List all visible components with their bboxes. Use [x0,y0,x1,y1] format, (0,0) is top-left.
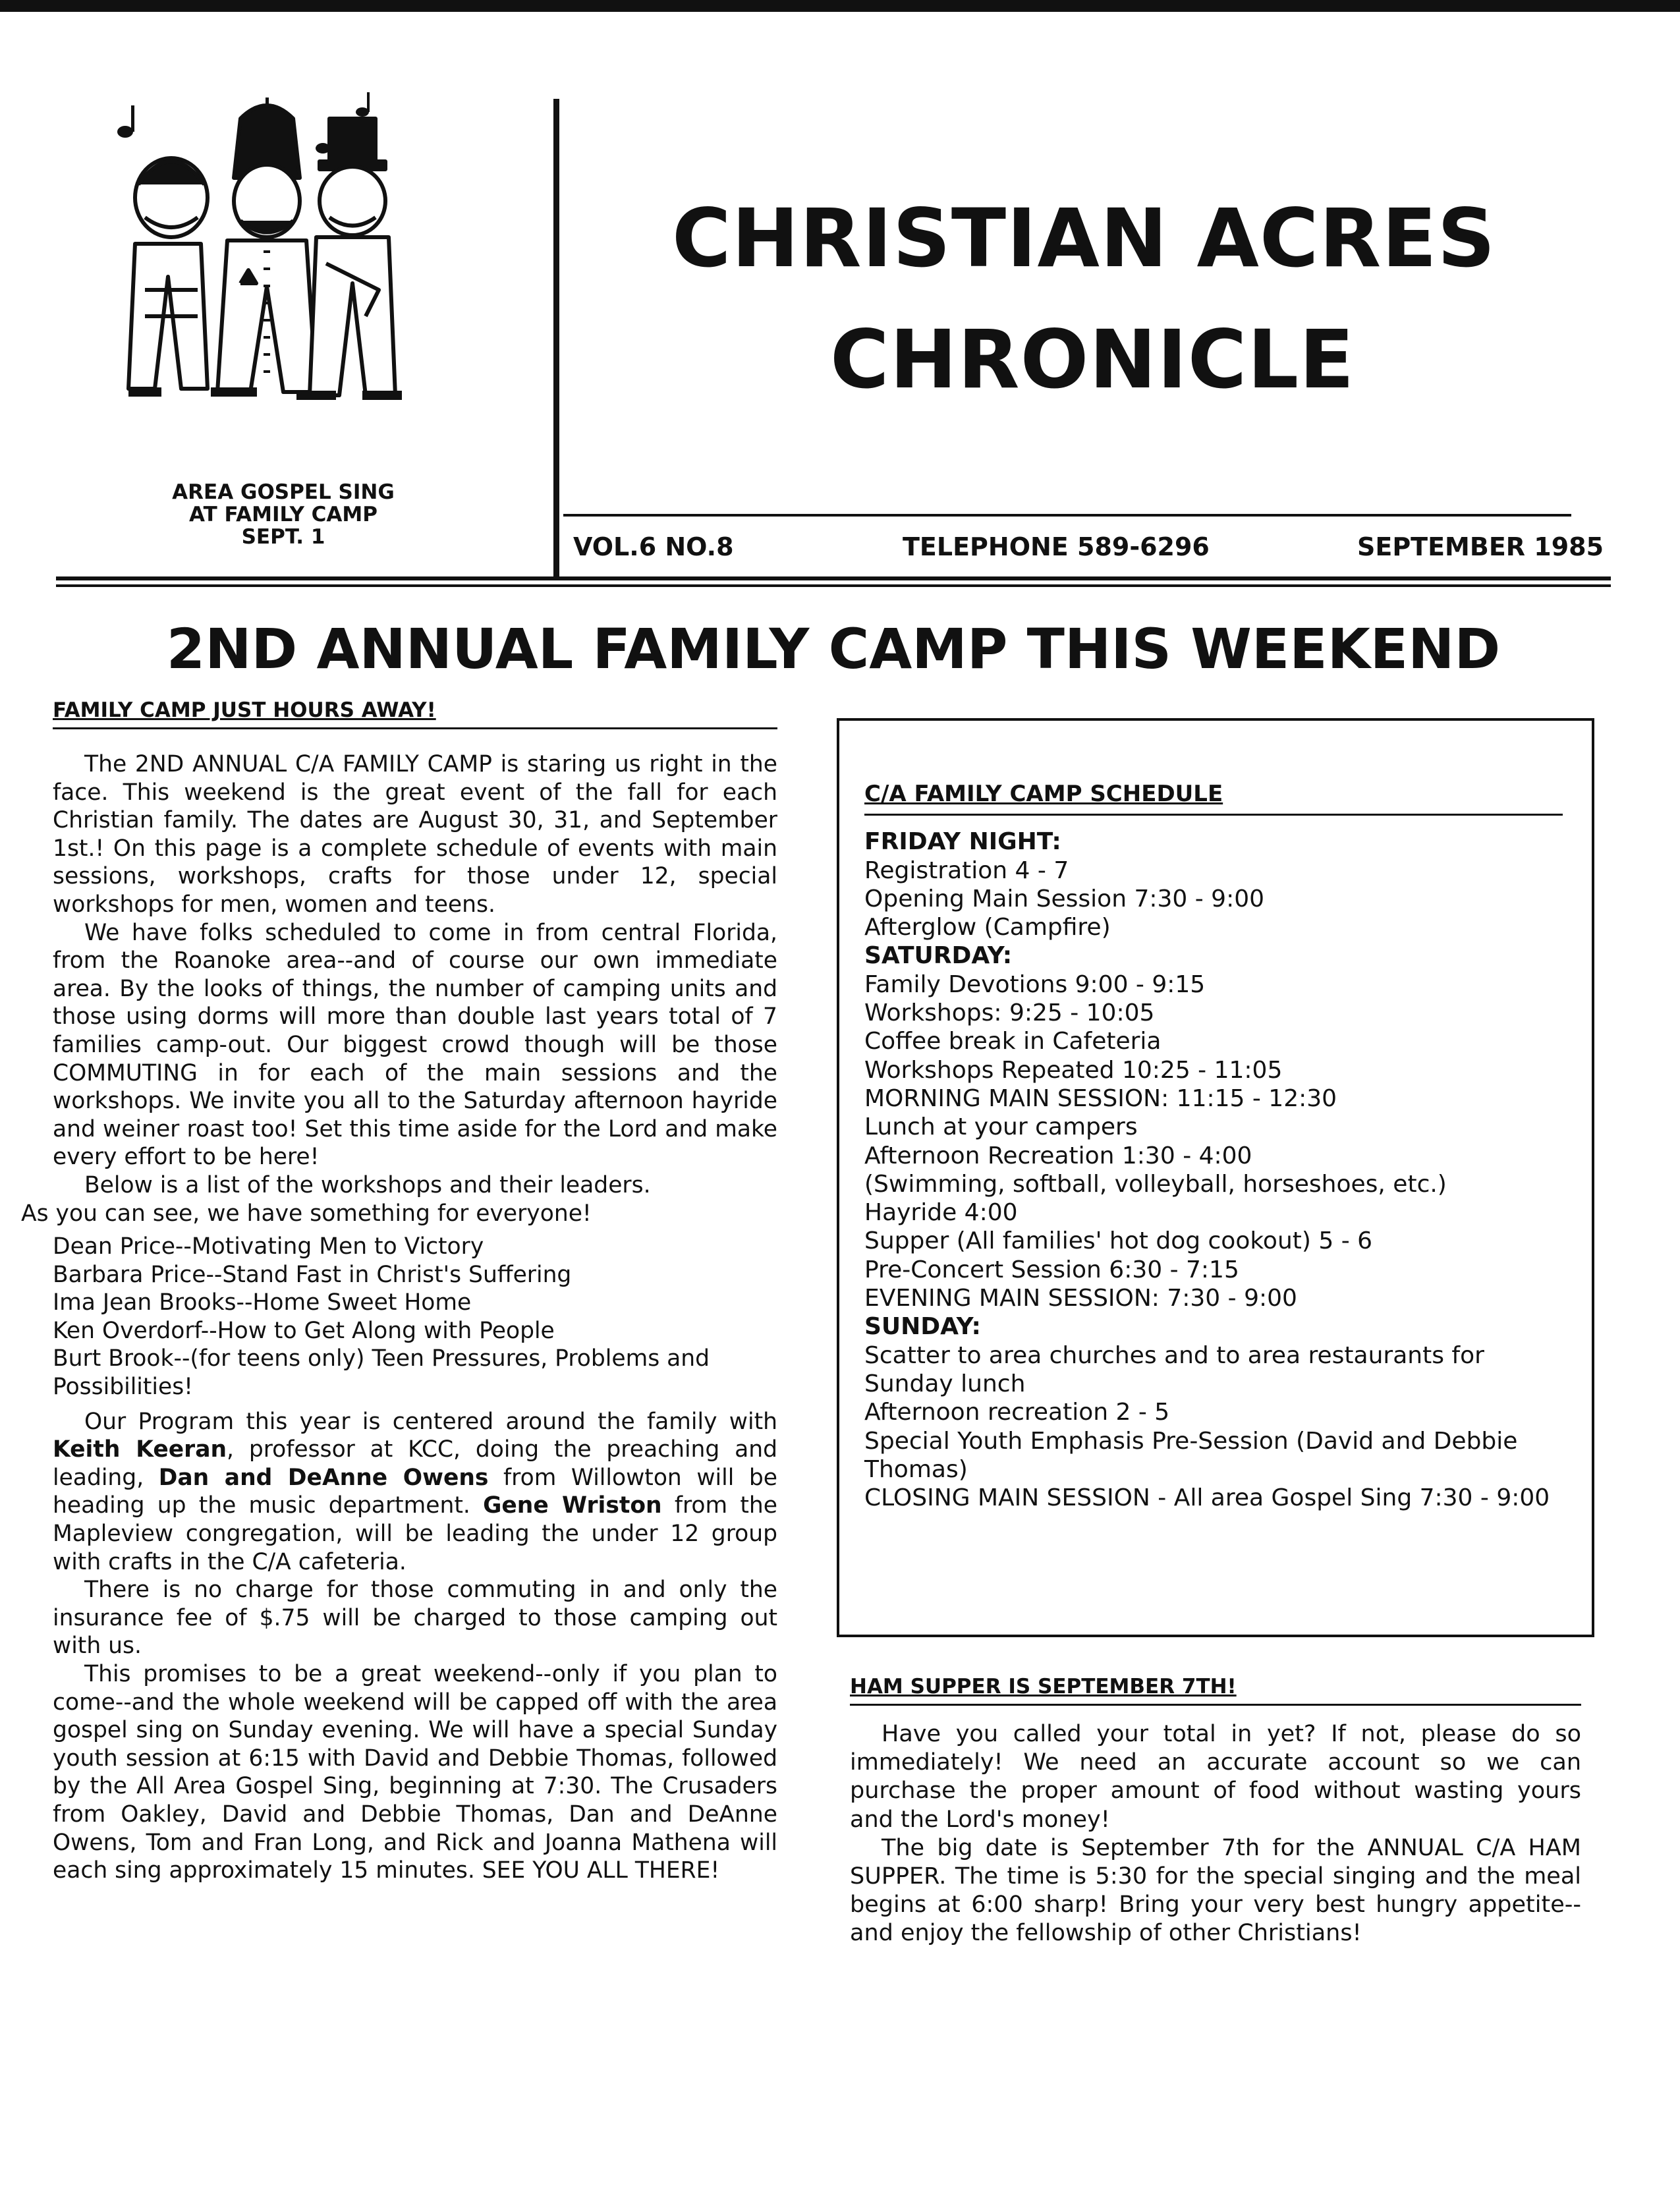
list-item: Pre-Concert Session 6:30 - 7:15 [864,1256,1239,1283]
gospel-sing-caption [132,481,435,548]
text-run: from Willowton will be heading up the music department. [53,1464,777,1519]
sunday-label: SUNDAY: [864,1313,981,1341]
list-item: Lunch at your campers [864,1113,1138,1141]
list-item: Registration 4 - 7 [864,856,1069,884]
sing-line-2: AT FAMILY CAMP [189,503,378,526]
ham-supper-body [850,1720,1581,1948]
newsletter-title [672,178,1594,420]
list-item: Workshops Repeated 10:25 - 11:05 [864,1056,1283,1084]
list-item: Coffee break in Cafeteria [864,1028,1162,1055]
schedule-content [864,780,1563,1512]
article-paragraph [53,1408,777,1577]
list-item: Dean Price--Motivating Men to Victory [53,1233,484,1260]
list-item: Barbara Price--Stand Fast in Christ's Suffering [53,1261,572,1288]
title-line-1: CHRISTIAN ACRES [672,192,1496,285]
gospel-singers-cartoon-icon [99,92,441,461]
masthead-divider [553,99,559,580]
top-border [0,0,1680,12]
list-item: (Swimming, softball, volleyball, horseshoes, etc.) [864,1170,1447,1198]
list-item: Afternoon Recreation 1:30 - 4:00 [864,1142,1252,1169]
list-item: EVENING MAIN SESSION: 7:30 - 9:00 [864,1285,1297,1312]
article-paragraph: There is no charge for those commuting in and only the insurance fee of $.75 will be charged to those camping out with us. [53,1577,777,1660]
list-item: Hayride 4:00 [864,1199,1018,1227]
friday-label: FRIDAY NIGHT: [864,828,1061,856]
masthead-rule [56,576,1611,580]
text-run: Our Program this year is centered around the family with [84,1408,777,1435]
main-headline: 2ND ANNUAL FAMILY CAMP THIS WEEKEND [166,617,1501,681]
volume-number: VOL.6 NO.8 [573,532,734,561]
article-paragraph: We have folks scheduled to come in from central Florida, from the Roanoke area--and of course our own immediate area. By the looks of things, the number of camping units and those using dorms will more than double last years total of 7 families camp-out. Our biggest crowd though will be those COMMUTING in for each of the main sessions and the workshops. We invite you all to the Saturday afternoon hayride and weiner roast too! Set this time aside for the Lord and make every effort to be here! [53,919,777,1171]
article-body [21,750,777,1885]
crafts-leader-name: Gene Wriston [483,1492,662,1519]
list-item: Ken Overdorf--How to Get Along with People [53,1317,555,1344]
issue-info-bar [573,532,1604,565]
issue-date: SEPTEMBER 1985 [1357,532,1604,561]
ham-supper-heading: HAM SUPPER IS SEPTEMBER 7TH! [850,1675,1581,1706]
schedule-heading: C/A FAMILY CAMP SCHEDULE [864,780,1563,816]
list-item: Afternoon recreation 2 - 5 [864,1399,1170,1426]
article-heading: FAMILY CAMP JUST HOURS AWAY! [53,698,777,729]
music-leaders-name: Dan and DeAnne Owens [158,1464,489,1491]
list-item: MORNING MAIN SESSION: 11:15 - 12:30 [864,1084,1337,1112]
list-item: Afterglow (Campfire) [864,914,1111,941]
text-run: from the Mapleview congregation, will be leading the under 12 group with crafts in the C/A cafeteria. [53,1492,777,1575]
list-item: Ima Jean Brooks--Home Sweet Home [53,1289,472,1316]
workshop-intro: Below is a list of the workshops and their leaders. [84,1171,651,1198]
title-line-2: CHRONICLE [830,313,1355,407]
article-paragraph: Have you called your total in yet? If not, please do so immediately! We need an accurate account so we can purchase the proper amount of food without wasting yours and the Lord's money! [850,1721,1581,1833]
article-paragraph: The 2ND ANNUAL C/A FAMILY CAMP is staring us right in the face. This weekend is the great event of the fall for each Christian family. The dates are August 30, 31, and September 1st.! On this page is a complete schedule of events with main sessions, workshops, crafts for those under 12, special workshops for men, women and teens. [53,751,777,918]
article-paragraph [21,1171,777,1227]
sing-line-1: AREA GOSPEL SING [172,480,395,504]
text-run: , professor at KCC, doing the preaching and leading, [53,1436,777,1491]
article-paragraph: This promises to be a great weekend--only if you plan to come--and the whole weekend will be capped off with the area gospel sing on Sunday evening. We will have a special Sunday youth session at 6:15 with David and Debbie Thomas, followed by the All Area Gospel Sing, beginning at 7:30. The Crusaders from Oakley, David and Debbie Thomas, Dan and DeAnne Owens, Tom and Fran Long, and Rick and Joanna Mathena will each sing approximately 15 minutes. SEE YOU ALL THERE! [53,1661,777,1884]
workshop-intro-2: As you can see, we have something for everyone! [21,1200,592,1227]
sing-line-3: SEPT. 1 [241,525,325,549]
list-item: Burt Brook--(for teens only) Teen Pressures, Problems and Possibilities! [53,1345,710,1401]
masthead-rule-2 [56,584,1611,587]
workshop-list [53,1233,777,1401]
speaker-name: Keith Keeran [53,1436,227,1463]
family-camp-article [21,698,777,1885]
telephone: TELEPHONE 589-6296 [903,532,1210,561]
list-item: Workshops: 9:25 - 10:05 [864,999,1155,1027]
list-item: CLOSING MAIN SESSION - All area Gospel Sing 7:30 - 9:00 [864,1484,1550,1512]
list-item: Special Youth Emphasis Pre-Session (David and Debbie Thomas) [864,1427,1518,1483]
ham-supper-article [850,1675,1581,1948]
article-paragraph: The big date is September 7th for the ANNUAL C/A HAM SUPPER. The time is 5:30 for the special singing and the meal begins at 6:00 sharp! Bring your very best hungry appetite--and enjoy the fellowship of other Christians! [850,1834,1581,1947]
list-item: Family Devotions 9:00 - 9:15 [864,970,1206,998]
title-underline [563,514,1571,517]
list-item: Supper (All families' hot dog cookout) 5 - 6 [864,1227,1373,1255]
list-item: Scatter to area churches and to area restaurants for Sunday lunch [864,1341,1484,1397]
schedule-box [837,718,1594,1637]
saturday-label: SATURDAY: [864,942,1013,970]
list-item: Opening Main Session 7:30 - 9:00 [864,885,1265,912]
